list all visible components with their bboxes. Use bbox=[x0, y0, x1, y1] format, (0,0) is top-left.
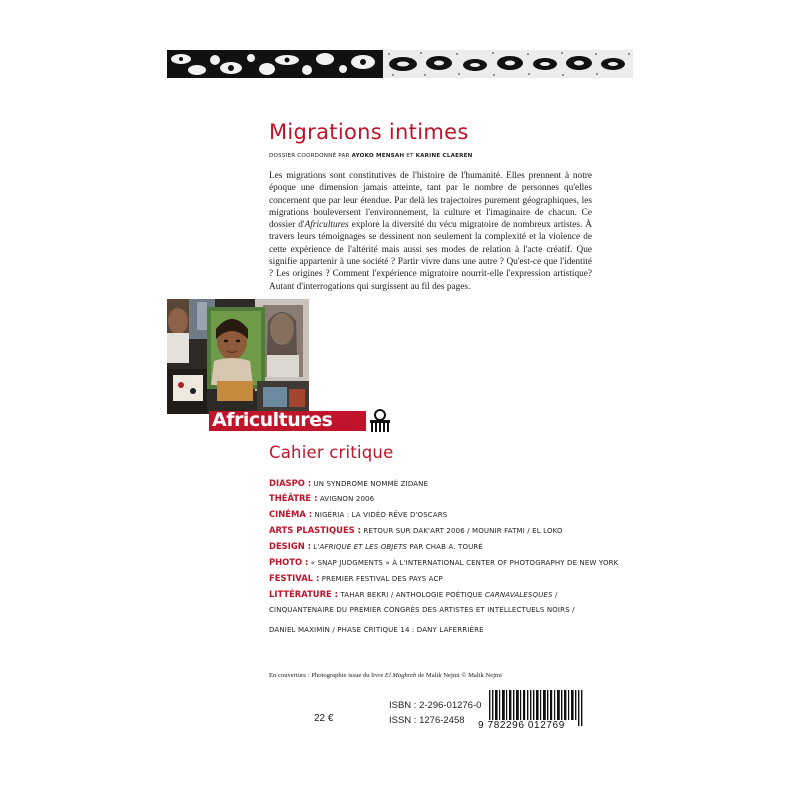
decorative-pattern-band bbox=[167, 50, 633, 78]
coord-prefix: DOSSIER COORDONNÉ PAR bbox=[269, 153, 350, 159]
toc-text: RETOUR SUR DAK'ART 2006 / MOUNIR FATMI / EL LOKO bbox=[363, 527, 563, 535]
toc-row-photo bbox=[269, 557, 618, 569]
intro-text-part-1: Les migrations sont constitutives de l'histoire de l'humanité. Elles prennent à notre époque une dimension jamais atteinte, tant par le nombre de personnes qu'elles concernent que par leur étendue. Par delà les trajectoires purement géographiques, les migrations bouleversent l'environnement, la culture et l'imaginaire de chacun. Ce dossier d' bbox=[269, 171, 592, 231]
credit-part-1: En couverture : Photographie issue du livre bbox=[269, 672, 385, 679]
cover-photo-collage bbox=[167, 299, 309, 414]
brand-wordmark: Africultures bbox=[212, 409, 333, 431]
comb-logo-icon bbox=[368, 409, 392, 433]
toc-rubric: CINÉMA : bbox=[269, 509, 313, 519]
toc-row-theatre bbox=[269, 493, 374, 505]
toc-text: DANIEL MAXIMIN / PHASE CRITIQUE 14 : DANY LAFERRIÈRE bbox=[269, 626, 484, 634]
toc-text-italic: CARNAVALESQUES bbox=[484, 591, 553, 599]
coord-joiner: ET bbox=[406, 153, 414, 159]
toc-rubric: DESIGN : bbox=[269, 541, 311, 551]
isbn-label: ISBN : 2-296-01276-0 bbox=[389, 700, 482, 711]
toc-row-litterature-cont-1 bbox=[269, 606, 575, 618]
toc-row-festival bbox=[269, 573, 443, 585]
dossier-coordinators bbox=[269, 153, 473, 159]
intro-text-part-2: explore la diversité du vécu migratoire de nombreux artistes. À travers leurs témoignages se dessinent non seulement la complexité et la violence de cette expérience de l'altérité mais aussi ses modes de relation à l'acte créatif. Que signifie appartenir à une société ? Partir vivre dans une autre ? Qu'est-ce que l'identité ? Les origines ? Comment l'expérience migratoire nourrit-elle l'expression artistique? Autant d'interrogations qui surgissent au fil des pages. bbox=[269, 220, 592, 292]
barcode-digits: 9 782296 012769 bbox=[478, 720, 565, 731]
cahier-critique-title: Cahier critique bbox=[269, 443, 394, 462]
toc-text: UN SYNDROME NOMMÉ ZIDANE bbox=[313, 480, 429, 488]
toc-text: CINQUANTENAIRE DU PREMIER CONGRÈS DES ARTISTES ET INTELLECTUELS NOIRS / bbox=[269, 606, 575, 614]
toc-text: PREMIER FESTIVAL DES PAYS ACP bbox=[321, 575, 443, 583]
toc-rubric: DIASPO : bbox=[269, 478, 312, 488]
toc-row-diaspo bbox=[269, 478, 428, 490]
toc-rubric: ARTS PLASTIQUES : bbox=[269, 525, 361, 535]
toc-row-litterature-cont-2 bbox=[269, 626, 484, 638]
toc-text: TAHAR BEKRI / ANTHOLOGIE POÉTIQUE bbox=[340, 591, 485, 599]
toc-text: PAR CHAB A. TOURÉ bbox=[407, 543, 483, 551]
toc-text: NIGÉRIA : LA VIDÉO RÊVE D'OSCARS bbox=[314, 511, 448, 519]
issn-label: ISSN : 1276-2458 bbox=[389, 715, 465, 726]
coord-name-1: AYOKO MENSAH bbox=[351, 153, 405, 159]
toc-row-litterature bbox=[269, 589, 557, 601]
credit-part-2: de Malik Nejmi © Malik Nejmi bbox=[416, 672, 502, 679]
price-label: 22 € bbox=[314, 713, 334, 724]
intro-text-italic: Africultures bbox=[304, 220, 349, 231]
dossier-title: Migrations intimes bbox=[269, 120, 469, 144]
toc-row-cinema bbox=[269, 509, 447, 521]
credit-book-title: El Maghreb bbox=[384, 672, 417, 679]
coord-name-2: KARINE CLAEREN bbox=[415, 153, 473, 159]
toc-text-tail: / bbox=[552, 591, 558, 599]
toc-text: AVIGNON 2006 bbox=[319, 495, 375, 503]
toc-row-design bbox=[269, 541, 483, 553]
toc-rubric: THÉÂTRE : bbox=[269, 493, 318, 503]
cover-photo-credit bbox=[269, 672, 502, 679]
toc-rubric: PHOTO : bbox=[269, 557, 309, 567]
toc-text-italic: L'AFRIQUE ET LES OBJETS bbox=[313, 543, 408, 551]
dossier-intro-paragraph bbox=[269, 170, 592, 293]
toc-row-arts-plastiques bbox=[269, 525, 563, 537]
africultures-brand bbox=[209, 411, 366, 433]
toc-rubric: FESTIVAL : bbox=[269, 573, 320, 583]
toc-rubric: LITTÉRATURE : bbox=[269, 589, 339, 599]
toc-text: « SNAP JUDGMENTS » À L'INTERNATIONAL CENTER OF PHOTOGRAPHY DE NEW YORK bbox=[310, 559, 619, 567]
